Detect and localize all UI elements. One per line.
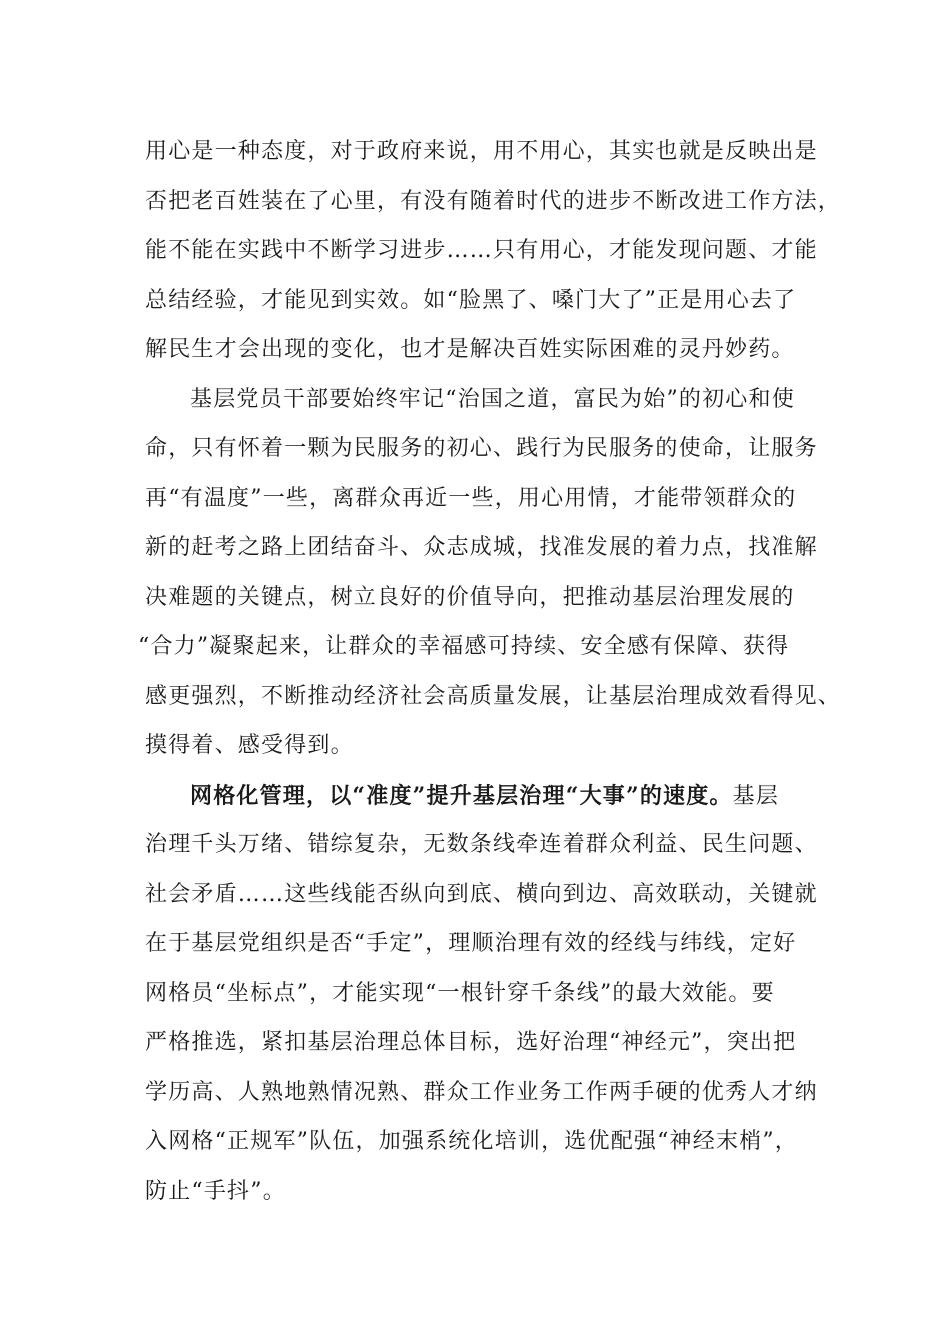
paragraph-3-line-3: 社会矛盾……这些线能否纵向到底、横向到边、高效联动，关键就 [145, 882, 818, 907]
paragraph-1-line-4: 总结经验，才能见到实效。如“脸黑了、嗓门大了”正是用心去了 [145, 288, 797, 313]
paragraph-3-heading: 网格化管理，以“准度”提升基层治理“大事”的速度。 [190, 783, 733, 809]
paragraph-2-line-1: 基层党员干部要始终牢记“治国之道，富民为始”的初心和使 [190, 387, 795, 412]
paragraph-3-line-8: 入网格“正规军”队伍，加强系统化培训，选优配强“神经末梢”， [145, 1129, 798, 1154]
paragraph-3-line-5: 网格员“坐标点”，才能实现“一根针穿千条线”的最大效能。要 [145, 981, 775, 1006]
paragraph-3-line-4: 在于基层党组织是否“手定”，理顺治理有效的经线与纬线，定好 [145, 931, 797, 956]
paragraph-2-line-4: 新的赶考之路上团结奋斗、众志成城，找准发展的着力点，找准解 [145, 535, 818, 560]
paragraph-3-line-6: 严格推选，紧扣基层治理总体目标，选好治理“神经元”，突出把 [145, 1030, 797, 1055]
paragraph-3-line-7: 学历高、人熟地熟情况熟、群众工作业务工作两手硬的优秀人才纳 [145, 1080, 818, 1105]
paragraph-2-line-6: “合力”凝聚起来，让群众的幸福感可持续、安全感有保障、获得 [138, 634, 790, 659]
paragraph-2-line-7: 感更强烈，不断推动经济社会高质量发展，让基层治理成效看得见、 [145, 684, 842, 709]
paragraph-3-first-line-rest: 基层 [732, 784, 780, 809]
paragraph-1-line-5: 解民生才会出现的变化，也才是解决百姓实际困难的灵丹妙药。 [145, 337, 795, 362]
paragraph-3-line-9: 防止“手抖”。 [145, 1179, 286, 1204]
paragraph-3-line-2: 治理千头万绪、错综复杂，无数条线牵连着群众利益、民生问题、 [145, 832, 818, 857]
paragraph-2-line-3: 再“有温度”一些，离群众再近一些，用心用情，才能带领群众的 [145, 486, 797, 511]
paragraph-3-line-1 [190, 781, 779, 812]
paragraph-2-line-8: 摸得着、感受得到。 [145, 733, 354, 758]
paragraph-1-line-3: 能不能在实践中不断学习进步……只有用心，才能发现问题、才能 [145, 238, 818, 263]
paragraph-1-line-2: 否把老百姓装在了心里，有没有随着时代的进步不断改进工作方法， [145, 189, 842, 214]
paragraph-1-line-1: 用心是一种态度，对于政府来说，用不用心，其实也就是反映出是 [145, 139, 818, 164]
paragraph-2-line-2: 命，只有怀着一颗为民服务的初心、践行为民服务的使命，让服务 [145, 436, 818, 461]
paragraph-2-line-5: 决难题的关键点，树立良好的价值导向，把推动基层治理发展的 [145, 585, 795, 610]
